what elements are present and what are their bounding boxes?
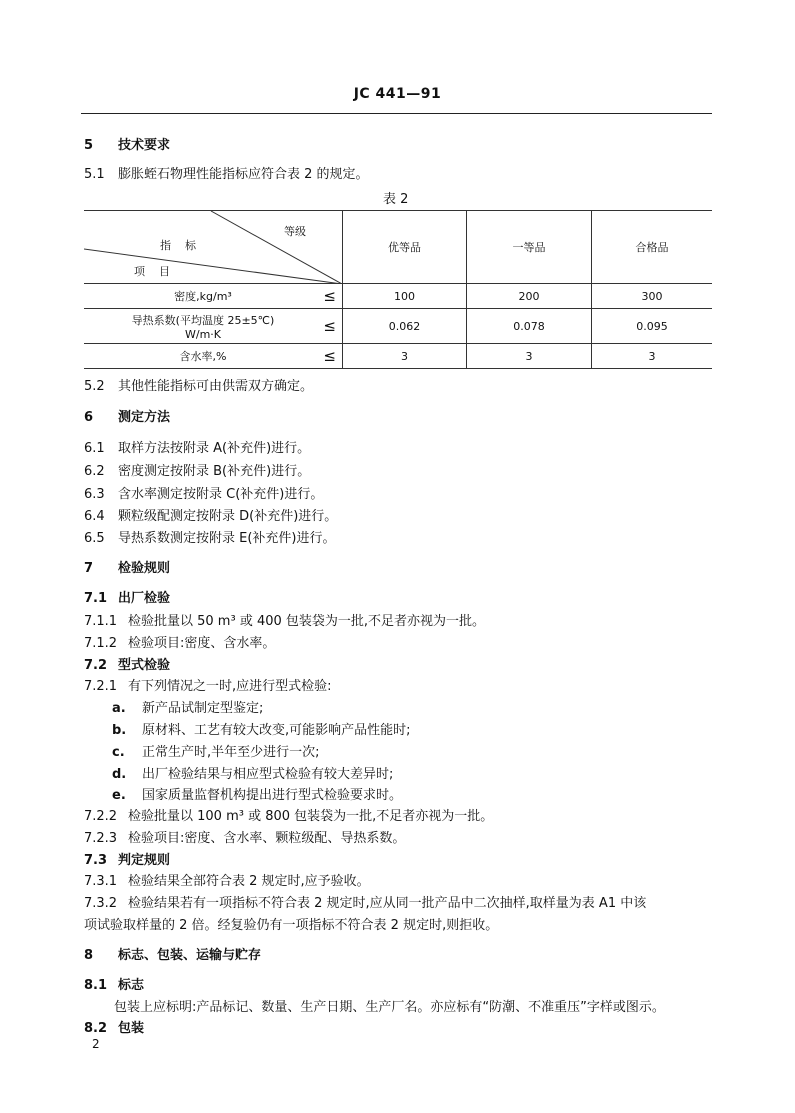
page-number: 2: [92, 1037, 100, 1051]
less-equal-symbol: ≤: [323, 287, 336, 305]
clause-7-3-heading: 7.3 判定规则: [84, 853, 171, 868]
table-cell: 3: [592, 344, 713, 369]
table-cell: 300: [592, 284, 713, 309]
section-8-heading: 8 标志、包装、运输与贮存: [84, 948, 262, 963]
table-cell: 200: [467, 284, 592, 309]
clause-8-1-heading: 8.1 标志: [84, 978, 145, 993]
clause-7-3-2: 7.3.2 检验结果若有一项指标不符合表 2 规定时,应从同一批产品中二次抽样,取样量为表 A1 中该: [84, 896, 647, 911]
less-equal-symbol: ≤: [323, 317, 336, 335]
table-cell: 0.078: [467, 309, 592, 344]
row-label: 导热系数(平均温度 25±5℃): [131, 313, 275, 327]
table-cell: 3: [467, 344, 592, 369]
row-label: 密度,kg/m³: [174, 290, 232, 303]
row-label-unit: W/m·K: [184, 327, 221, 341]
clause-6-1: 6.1 取样方法按附录 A(补充件)进行。: [84, 441, 311, 456]
header-rule: [81, 113, 712, 114]
clause-5-1: 5.1 膨胀蛭石物理性能指标应符合表 2 的规定。: [84, 167, 369, 182]
table-cell: 0.062: [343, 309, 467, 344]
header-index-label: 指标: [160, 239, 210, 252]
clause-7-2-heading: 7.2 型式检验: [84, 658, 171, 673]
section-7-heading: 7 检验规则: [84, 561, 171, 576]
page-header: JC 441—91: [353, 86, 442, 102]
clause-6-2: 6.2 密度测定按附录 B(补充件)进行。: [84, 464, 311, 479]
clause-8-2-heading: 8.2 包装: [84, 1021, 145, 1036]
table-cell: 0.095: [592, 309, 713, 344]
section-6-heading: 6 测定方法: [84, 410, 171, 425]
clause-7-3-1: 7.3.1 检验结果全部符合表 2 规定时,应予验收。: [84, 874, 370, 889]
row-label-cell: [84, 309, 343, 344]
less-equal-symbol: ≤: [323, 347, 336, 365]
section-5-heading: 5 技术要求: [84, 138, 171, 153]
table-caption: 表 2: [383, 192, 409, 207]
clause-6-4: 6.4 颗粒级配测定按附录 D(补充件)进行。: [84, 509, 338, 524]
diagonal-lines: [84, 211, 342, 284]
table-cell: 100: [343, 284, 467, 309]
table-header-row: [84, 211, 712, 284]
row-label-cell: [84, 284, 343, 309]
row-label-cell: [84, 344, 343, 369]
table-row-moisture: [84, 344, 712, 369]
clause-7-2-3: 7.2.3 检验项目:密度、含水率、颗粒级配、导热系数。: [84, 831, 406, 846]
list-item-d: d. 出厂检验结果与相应型式检验有较大差异时;: [112, 767, 394, 782]
diagonal-header-cell: [84, 211, 343, 284]
header-item-label: 项目: [134, 265, 184, 278]
list-item-b: b. 原材料、工艺有较大改变,可能影响产品性能时;: [112, 723, 411, 738]
clause-6-3: 6.3 含水率测定按附录 C(补充件)进行。: [84, 487, 324, 502]
clause-8-1-text: 包装上应标明:产品标记、数量、生产日期、生产厂名。亦应标有“防潮、不准重压”字样或图示。: [114, 1000, 665, 1015]
table-row-thermal-conductivity: [84, 309, 712, 344]
list-item-a: a. 新产品试制定型鉴定;: [112, 701, 264, 716]
clause-7-1-1: 7.1.1 检验批量以 50 m³ 或 400 包装袋为一批,不足者亦视为一批。: [84, 614, 486, 629]
col-header-premium: 优等品: [343, 211, 467, 284]
col-header-first-grade: 一等品: [467, 211, 592, 284]
header-grade-label: 等级: [284, 225, 306, 238]
clause-7-1-2: 7.1.2 检验项目:密度、含水率。: [84, 636, 276, 651]
clause-6-5: 6.5 导热系数测定按附录 E(补充件)进行。: [84, 531, 336, 546]
clause-7-2-1: 7.2.1 有下列情况之一时,应进行型式检验:: [84, 679, 332, 694]
clause-7-3-2-continued: 项试验取样量的 2 倍。经复验仍有一项指标不符合表 2 规定时,则拒收。: [84, 918, 499, 933]
table-row-density: [84, 284, 712, 309]
col-header-qualified: 合格品: [592, 211, 713, 284]
clause-7-1-heading: 7.1 出厂检验: [84, 591, 171, 606]
property-table: [84, 210, 712, 369]
clause-7-2-2: 7.2.2 检验批量以 100 m³ 或 800 包装袋为一批,不足者亦视为一批。: [84, 809, 494, 824]
clause-5-2: 5.2 其他性能指标可由供需双方确定。: [84, 379, 314, 394]
list-item-c: c. 正常生产时,半年至少进行一次;: [112, 745, 320, 760]
table-cell: 3: [343, 344, 467, 369]
row-label: 含水率,%: [179, 350, 227, 363]
list-item-e: e. 国家质量监督机构提出进行型式检验要求时。: [112, 788, 403, 803]
